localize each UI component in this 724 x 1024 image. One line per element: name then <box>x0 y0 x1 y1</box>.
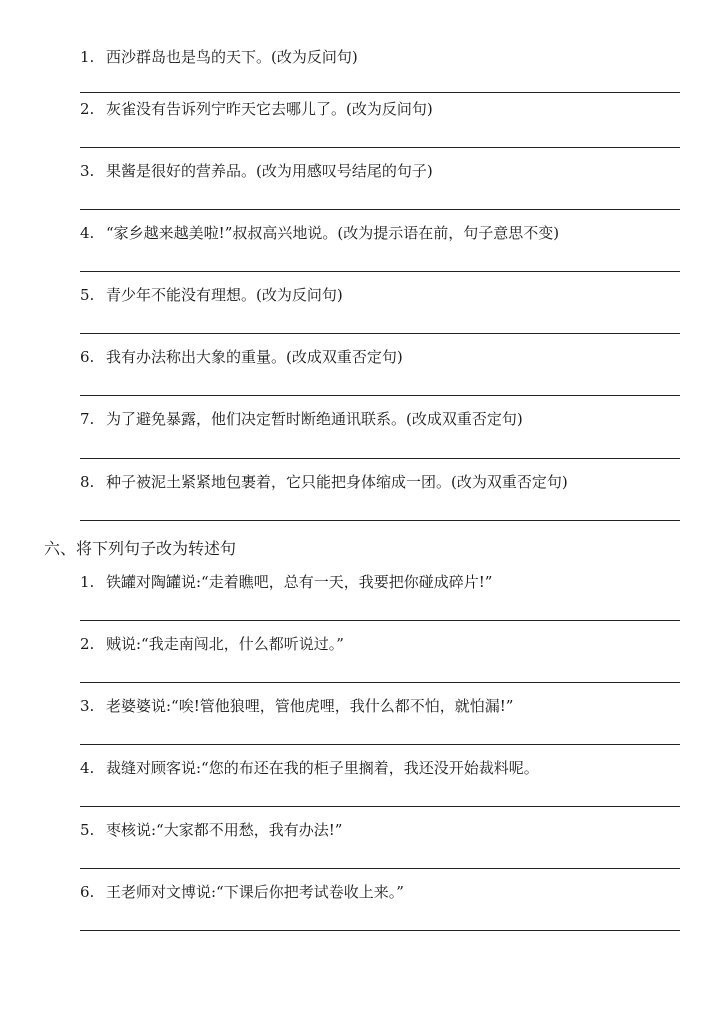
answer-line[interactable] <box>80 868 680 869</box>
section6-question-3 <box>80 696 680 716</box>
question-2 <box>80 99 680 119</box>
section6-question-4 <box>80 758 680 778</box>
question-text: 王老师对文博说:“下课后你把考试卷收上来。” <box>106 883 404 901</box>
answer-line[interactable] <box>80 520 680 521</box>
answer-line[interactable] <box>80 333 680 334</box>
question-number: 1. <box>80 573 95 591</box>
answer-line[interactable] <box>80 930 680 931</box>
question-4 <box>80 223 680 243</box>
answer-line[interactable] <box>80 395 680 396</box>
question-text: 为了避免暴露，他们决定暂时断绝通讯联系。(改成双重否定句) <box>106 410 523 428</box>
question-5 <box>80 285 680 305</box>
question-number: 4. <box>80 224 95 242</box>
question-number: 5. <box>80 821 95 839</box>
section6-question-5 <box>80 820 680 840</box>
answer-line[interactable] <box>80 744 680 745</box>
question-number: 6. <box>80 348 95 366</box>
answer-line[interactable] <box>80 806 680 807</box>
question-1 <box>80 47 680 67</box>
question-text: “家乡越来越美啦!”叔叔高兴地说。(改为提示语在前，句子意思不变) <box>106 224 560 242</box>
question-number: 8. <box>80 473 95 491</box>
question-number: 5. <box>80 286 95 304</box>
answer-line[interactable] <box>80 271 680 272</box>
question-8 <box>80 472 680 492</box>
question-number: 7. <box>80 410 95 428</box>
question-text: 老婆婆说:“唉!管他狼哩，管他虎哩，我什么都不怕，就怕漏!” <box>106 697 514 715</box>
question-text: 贼说:“我走南闯北，什么都听说过。” <box>106 635 344 653</box>
question-text: 西沙群岛也是鸟的天下。(改为反问句) <box>106 48 358 66</box>
section6-question-2 <box>80 634 680 654</box>
section6-question-6 <box>80 882 680 902</box>
section6-question-1 <box>80 572 680 592</box>
question-3 <box>80 161 680 181</box>
question-text: 枣核说:“大家都不用愁，我有办法!” <box>106 821 343 839</box>
answer-line[interactable] <box>80 458 680 459</box>
question-text: 裁缝对顾客说:“您的布还在我的柜子里搁着，我还没开始裁料呢。 <box>106 759 539 777</box>
question-text: 果酱是很好的营养品。(改为用感叹号结尾的句子) <box>106 162 433 180</box>
question-6 <box>80 347 680 367</box>
question-number: 2. <box>80 635 95 653</box>
question-number: 3. <box>80 162 95 180</box>
question-number: 1. <box>80 48 95 66</box>
question-7 <box>80 409 680 429</box>
question-text: 青少年不能没有理想。(改为反问句) <box>106 286 343 304</box>
answer-line[interactable] <box>80 682 680 683</box>
question-number: 6. <box>80 883 95 901</box>
answer-line[interactable] <box>80 147 680 148</box>
answer-line[interactable] <box>80 620 680 621</box>
answer-line[interactable] <box>80 92 680 93</box>
question-text: 种子被泥土紧紧地包裹着，它只能把身体缩成一团。(改为双重否定句) <box>106 473 568 491</box>
section-title: 六、将下列句子改为转述句 <box>44 539 237 558</box>
question-number: 3. <box>80 697 95 715</box>
question-text: 铁罐对陶罐说:“走着瞧吧，总有一天，我要把你碰成碎片!” <box>106 573 493 591</box>
question-text: 我有办法称出大象的重量。(改成双重否定句) <box>106 348 403 366</box>
question-number: 2. <box>80 100 95 118</box>
question-text: 灰雀没有告诉列宁昨天它去哪儿了。(改为反问句) <box>106 100 433 118</box>
question-number: 4. <box>80 759 95 777</box>
answer-line[interactable] <box>80 209 680 210</box>
